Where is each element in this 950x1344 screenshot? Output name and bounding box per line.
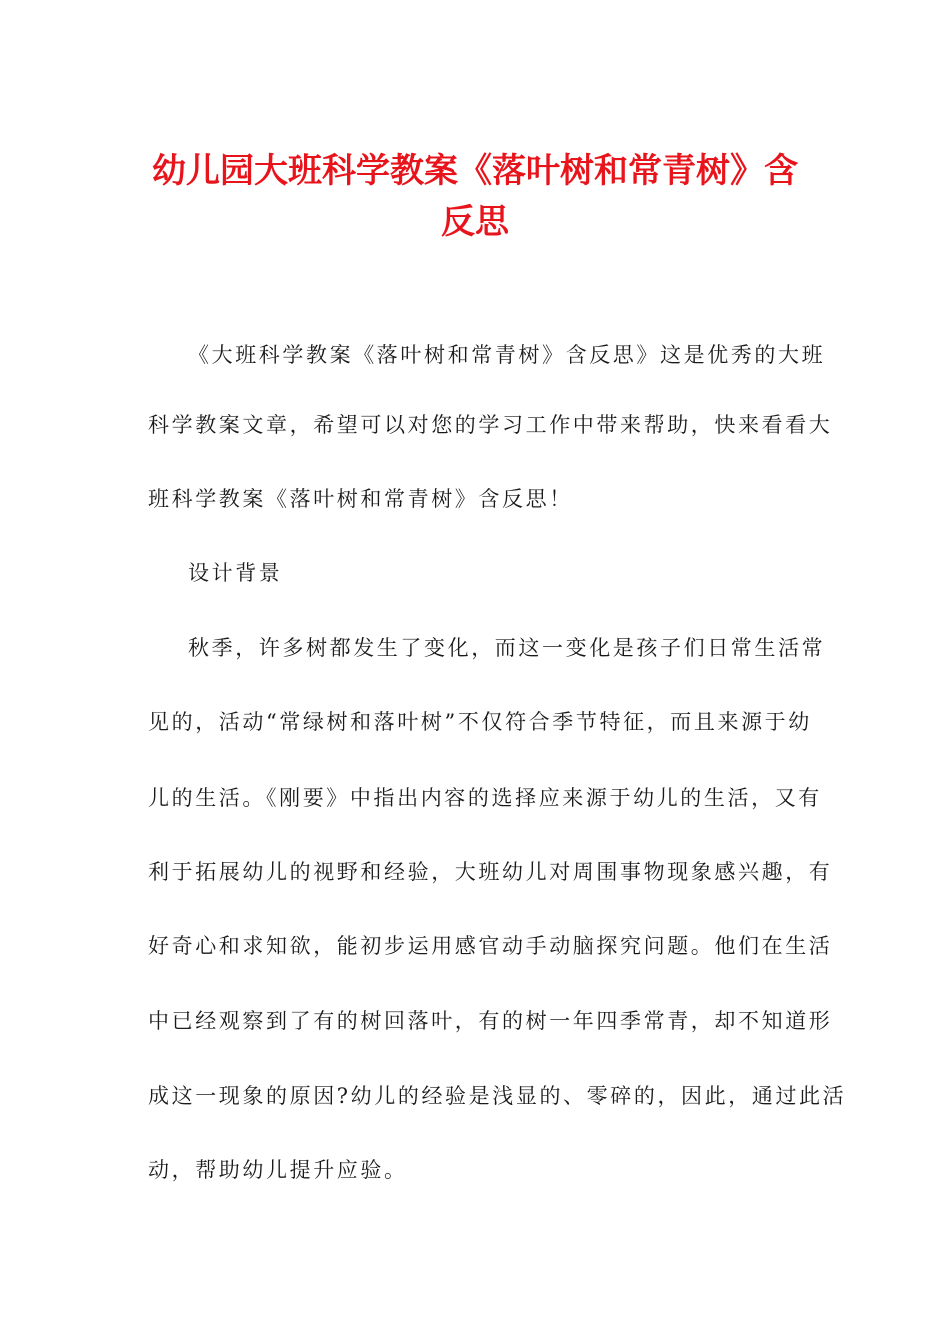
- paragraph-2-line-2: 见的，活动“常绿树和落叶树”不仅符合季节特征，而且来源于幼: [148, 710, 812, 734]
- paragraph-2-line-5: 好奇心和求知欲，能初步运用感官动手动脑探究问题。他们在生活: [148, 934, 833, 958]
- paragraph-2-line-8: 动，帮助幼儿提升应验。: [148, 1158, 408, 1182]
- paragraph-1-line-3: 班科学教案《落叶树和常青树》含反思！: [148, 487, 573, 511]
- section-heading-design-background: 设计背景: [188, 561, 283, 585]
- document-title: 幼儿园大班科学教案《落叶树和常青树》含反思: [152, 151, 798, 242]
- paragraph-2-line-7: 成这一现象的原因?幼儿的经验是浅显的、零碎的，因此，通过此活: [148, 1084, 847, 1108]
- paragraph-2-line-1: 秋季，许多树都发生了变化，而这一变化是孩子们日常生活常: [188, 636, 826, 660]
- paragraph-2-line-6: 中已经观察到了有的树回落叶，有的树一年四季常青，却不知道形: [148, 1009, 833, 1033]
- paragraph-2-line-4: 利于拓展幼儿的视野和经验，大班幼儿对周围事物现象感兴趣，有: [148, 860, 833, 884]
- paragraph-1-line-2: 科学教案文章，希望可以对您的学习工作中带来帮助，快来看看大: [148, 413, 833, 437]
- paragraph-2-line-3: 儿的生活。《刚要》中指出内容的选择应来源于幼儿的生活，又有: [148, 786, 822, 810]
- paragraph-1-line-1: 《大班科学教案《落叶树和常青树》含反思》这是优秀的大班: [188, 343, 826, 367]
